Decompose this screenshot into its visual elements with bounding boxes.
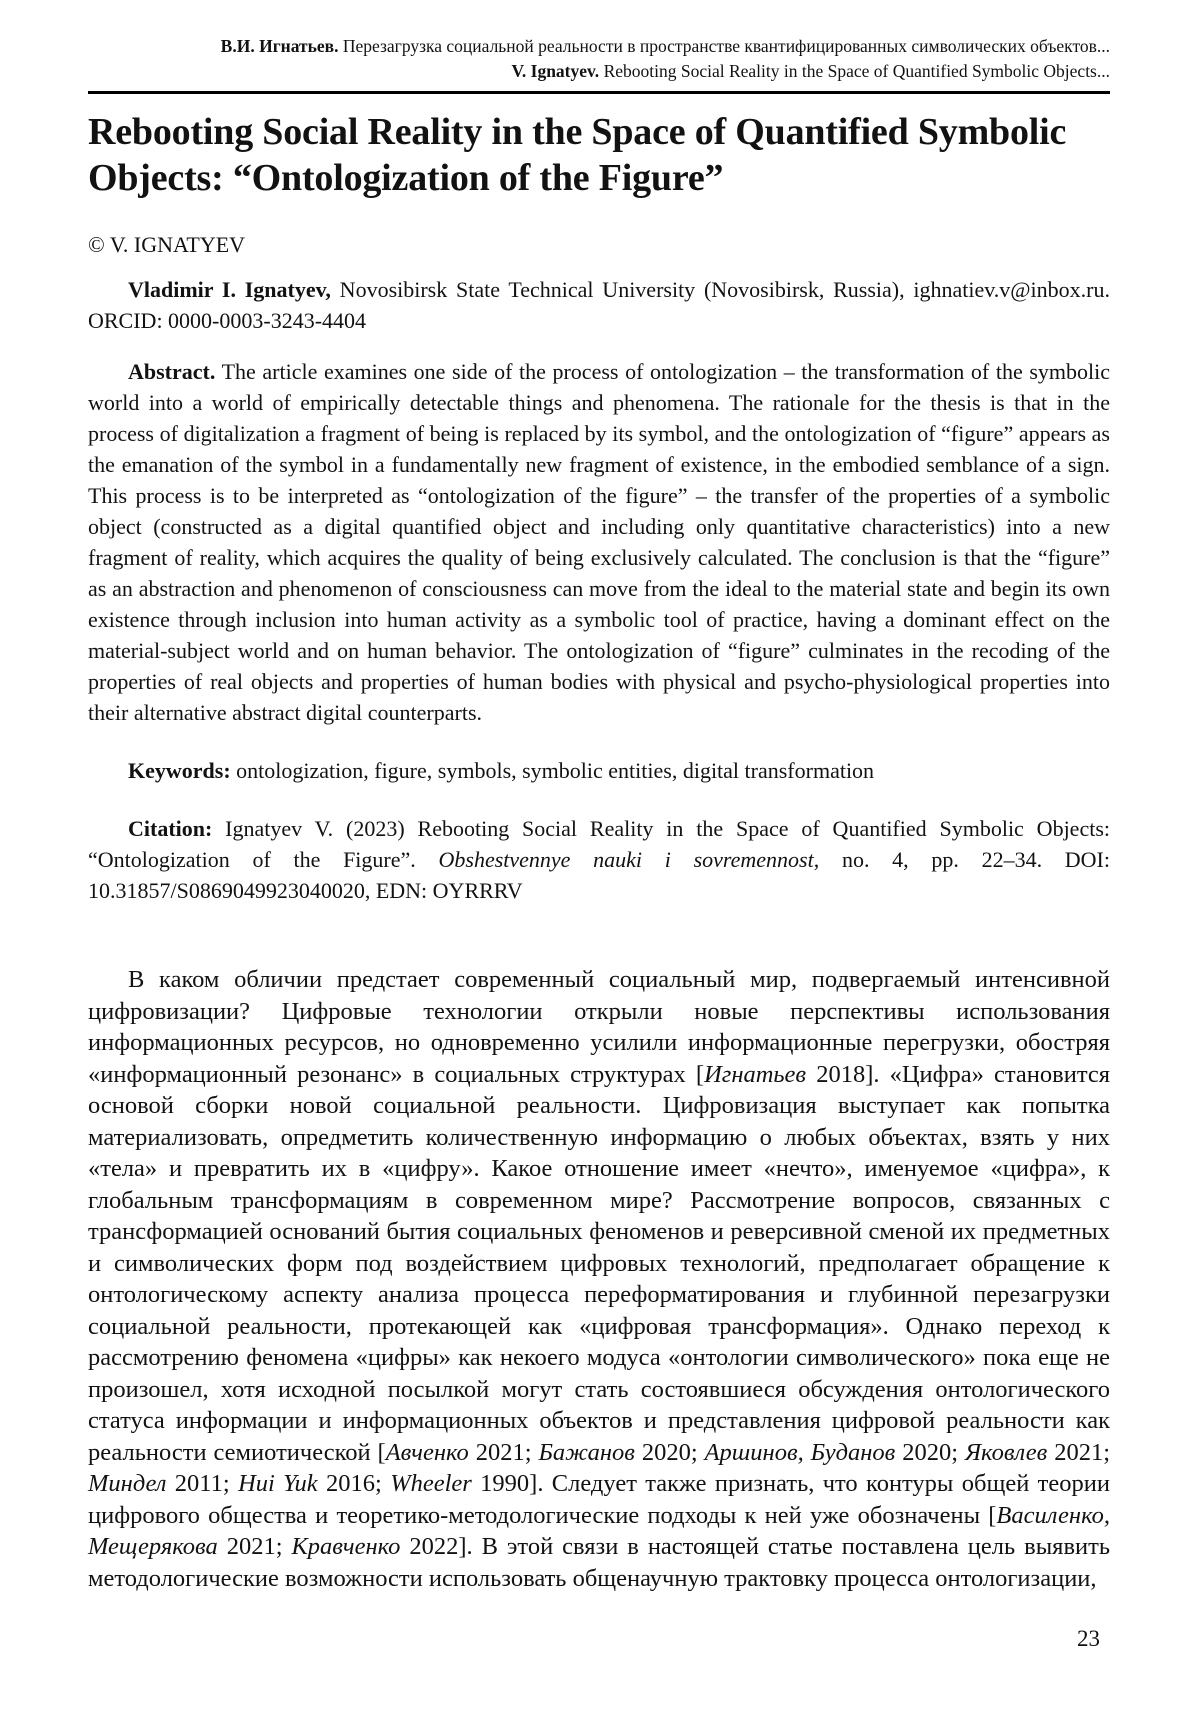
keywords-line: Keywords: ontologization, figure, symbols, symbolic entities, digital transformation: [128, 758, 875, 783]
copyright-line: © V. IGNATYEV: [88, 232, 246, 257]
header-rule: [88, 91, 1110, 94]
abstract-paragraph: Abstract. The article examines one side of the process of ontologization – the transformation of the symbolic world into a world of empirically detectable things and phenomena. The rationale for the thesis is that in the process of digitalization a fragment of being is replaced by its symbol, and the ontologization of “figure” appears as the emanation of the symbol in a fundamentally new fragment of existence, in the embodied semblance of a sign. This process is to be interpreted as “ontologization of the figure” – the transfer of the properties of a symbolic object (constructed as a digital quantified object and including only quantitative characteristics) into a new fragment of reality, which acquires the quality of being exclusively calculated. The conclusion is that the “figure” as an abstraction and phenomenon of consciousness can move from the ideal to the material state and begin its own existence through inclusion into human activity as a symbolic tool of practice, having a dominant effect on the material-subject world and on human behavior. The ontologization of “figure” culminates in the recoding of the properties of real objects and properties of human bodies with physical and psycho-physiological properties into their alternative abstract digital counterparts.: [88, 359, 1110, 725]
body-paragraph: В каком обличии предстает современный социальный мир, подвергаемый интенсивной цифровизации? Цифровые технологии открыли новые перспективы использования информационных ресурсов, но одновременно усилили информационные перегрузки, обостряя «информационный резонанс» в социальных структурах [Игнатьев 2018]. «Цифра» становится основой сборки новой социальной реальности. Цифровизация выступает как попытка материализовать, опредметить количественную информацию о любых объектах, взять у них «тела» и превратить их в «цифру». Какое отношение имеет «нечто», именуемое «цифра», к глобальным трансформациям в современном мире? Рассмотрение вопросов, связанных с трансформацией оснований бытия социальных феноменов и реверсивной сменой их предметных и символических форм под воздействием цифровых технологий, предполагает обращение к онтологическому аспекту анализа процесса переформатирования и глубинной перезагрузки социальной реальности, протекающей как «цифровая трансформация». Однако переход к рассмотрению феномена «цифры» как некоего модуса «онтологии символического» пока еще не произошел, хотя исходной посылкой могут стать состоявшиеся обсуждения онтологического статуса информации и информационных объектов и представления цифровой реальности как реальности семиотической [Авченко 2021; Бажанов 2020; Аршинов, Буданов 2020; Яковлев 2021; Миндел 2011; Hui Yuk 2016; Wheeler 1990]. Следует также признать, что контуры общей теории цифрового общества и теоретико-методологические подходы к ней уже обозначены [Василенко, Мещерякова 2021; Кравченко 2022]. В этой связи в настоящей статье поставлена цель выявить методологические возможности использовать общенаучную трактовку процесса онтологизации,: [88, 966, 1111, 1592]
running-header-line-ru: В.И. Игнатьев. Перезагрузка социальной реальности в пространстве квантифицированных символических объектов...: [220, 36, 1110, 56]
running-header-line-en: V. Ignatyev. Rebooting Social Reality in the Space of Quantified Symbolic Objects...: [511, 61, 1110, 81]
page-number: 23: [1077, 1626, 1100, 1651]
citation-paragraph: Citation: Ignatyev V. (2023) Rebooting Social Reality in the Space of Quantified Symbolic Objects: “Ontologization of the Figure”. Obshestvennye nauki i sovremennost, no. 4, pp. 22–34. DOI: 10.31857/S0869049923040020, EDN: OYRRRV: [88, 816, 1110, 903]
running-header: [88, 34, 1110, 84]
author-affiliation: Vladimir I. Ignatyev, Novosibirsk State Technical University (Novosibirsk, Russia), ighnatiev.v@inbox.ru. ORCID: 0000-0003-3243-4404: [88, 277, 1110, 333]
article-title: Rebooting Social Reality in the Space of Quantified Symbolic Objects: “Ontologization of the Figure”: [88, 111, 1067, 199]
